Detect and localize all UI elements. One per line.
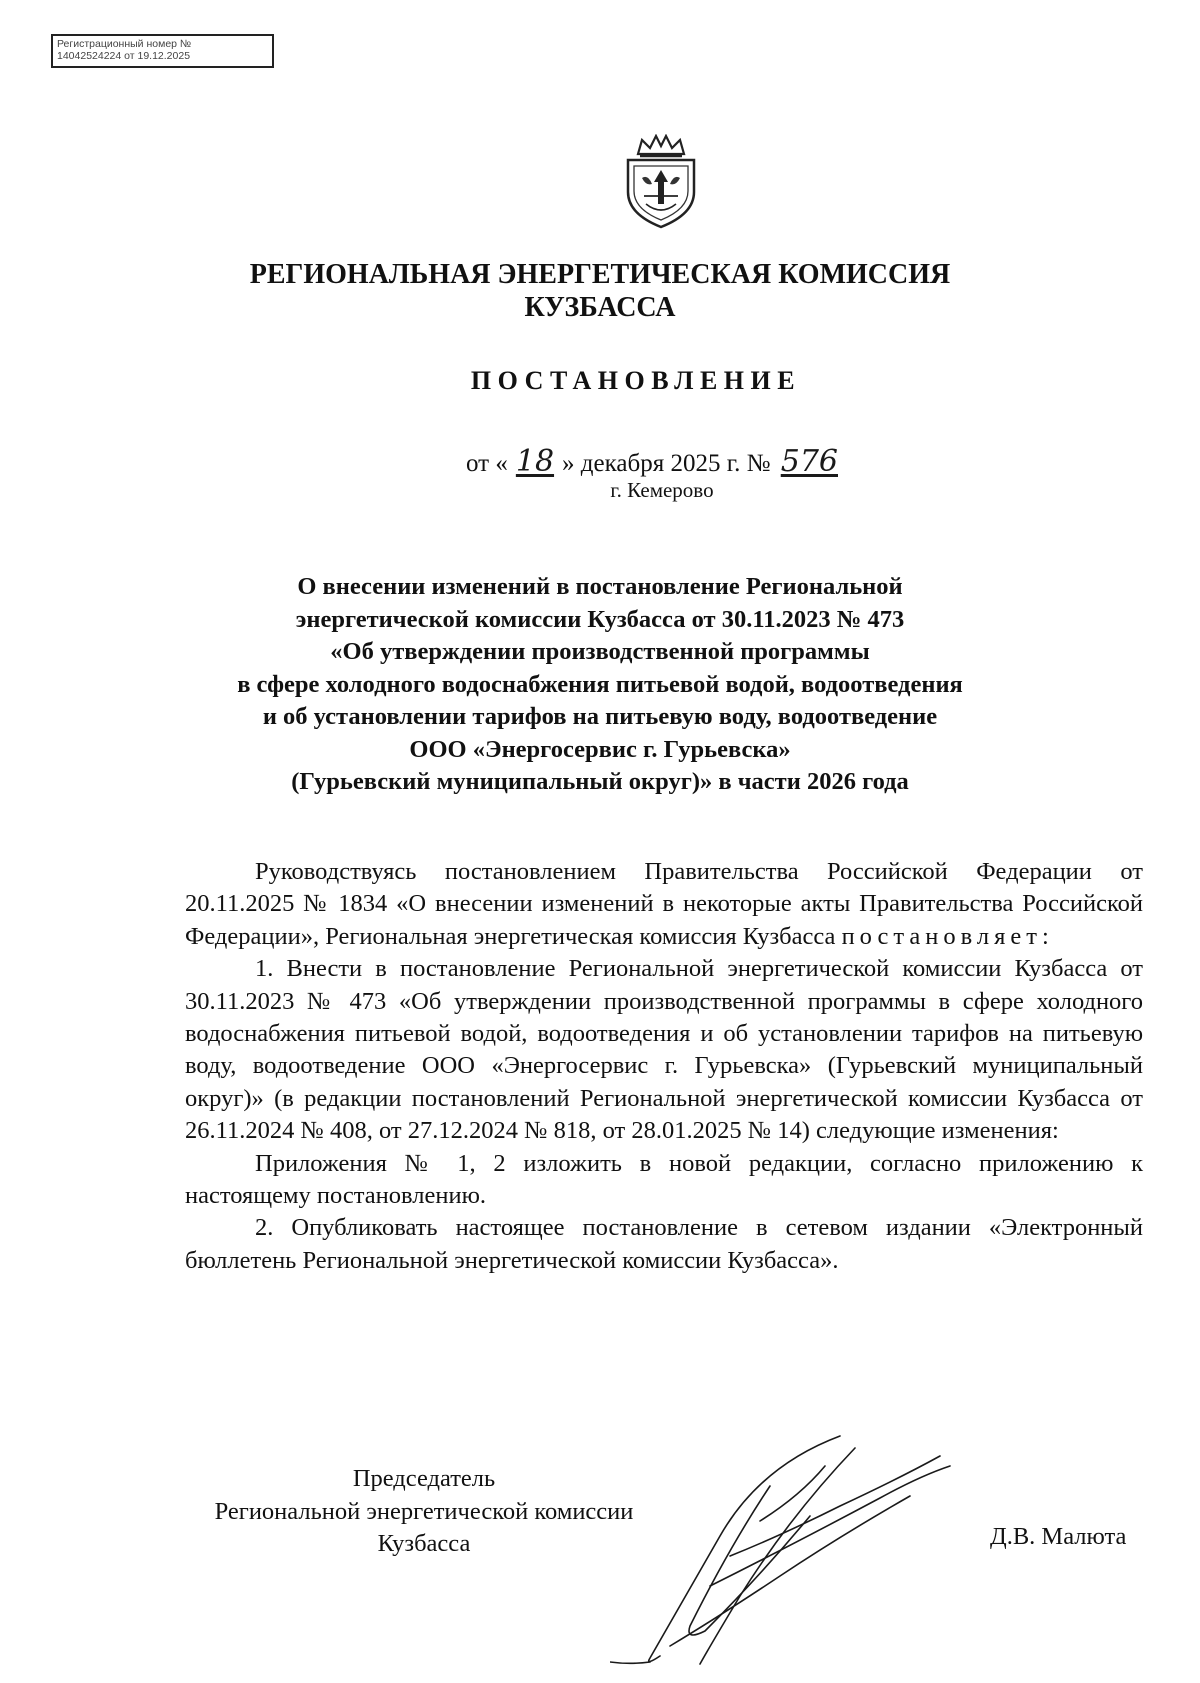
subject-line: в сфере холодного водоснабжения питьевой водой, водоотведения [237,670,963,698]
document-subject [0,571,1200,799]
signatory-title-line3: Кузбасса [377,1530,471,1557]
authority-line2: КУЗБАССА [524,292,676,323]
date-middle: » декабря 2025 г. № [562,450,771,477]
city: г. Кемерово [610,478,714,502]
handwritten-document-number: 576 [780,444,838,479]
registration-stamp-line2: 14042524224 от 19.12.2025 [57,50,191,62]
item-1-text-paragraph: Приложения № 1, 2 изложить в новой редакции, согласно приложению к настоящему постановлению. [185,1149,1143,1210]
document-date-line [466,444,842,479]
preamble-text: Руководствуясь постановлением Правительства Российской Федерации от 20.11.2025 № 1834 «О внесении изменений в некоторые акты Правительства Российской Федерации», Региональная энергетическая комиссия Кузбасса [185,858,1143,950]
subject-line: «Об утверждении производственной программы [330,638,870,665]
document-type: ПОСТАНОВЛЕНИЕ [470,366,802,395]
registration-stamp-line1: Регистрационный номер № [57,38,192,50]
coat-of-arms-icon [616,134,706,230]
issuing-authority [0,258,1200,324]
signatory-title-line2: Региональной энергетической комиссии [214,1497,634,1525]
subject-line: энергетической комиссии Кузбасса от 30.11.2023 № 473 [295,605,905,633]
subject-line: и об установлении тарифов на питьевую воду, водоотведение [262,703,938,730]
authority-line1: РЕГИОНАЛЬНАЯ ЭНЕРГЕТИЧЕСКАЯ КОМИССИЯ [249,259,951,290]
resolves-word: постановляет: [841,922,1054,950]
signatory-name: Д.В. Малюта [990,1523,1127,1550]
document-body [185,856,1143,1277]
date-prefix: от « [466,450,508,477]
item-1-paragraph: 1. Внести в постановление Региональной энергетической комиссии Кузбасса от 30.11.2023 № 473 «Об утверждении производственной программы в сфере холодного водоснабжения питьевой водой, водоотведения и об установлении тарифов на питьевую воду, водоотведение ООО «Энергосервис г. Гурьевска» (Гурьевский муниципальный округ)» (в редакции постановлений Региональной энергетической комиссии Кузбасса от 26.11.2024 № 408, от 27.12.2024 № 818, от 28.01.2025 № 14) следующие изменения: [185,955,1143,1145]
registration-stamp [51,34,274,68]
item-2-paragraph: 2. Опубликовать настоящее постановление в сетевом издании «Электронный бюллетень Региональной энергетической комиссии Кузбасса». [185,1214,1143,1274]
signatory-title [176,1463,672,1561]
subject-line: ООО «Энергосервис г. Гурьевска» [409,735,791,763]
handwritten-signature [610,1426,1030,1676]
preamble-paragraph [185,856,1143,953]
signatory-title-line1: Председатель [352,1465,496,1492]
subject-line: О внесении изменений в постановление Региональной [297,573,903,600]
handwritten-day: 18 [515,444,555,479]
subject-line: (Гурьевский муниципальный округ)» в части 2026 года [291,768,909,795]
